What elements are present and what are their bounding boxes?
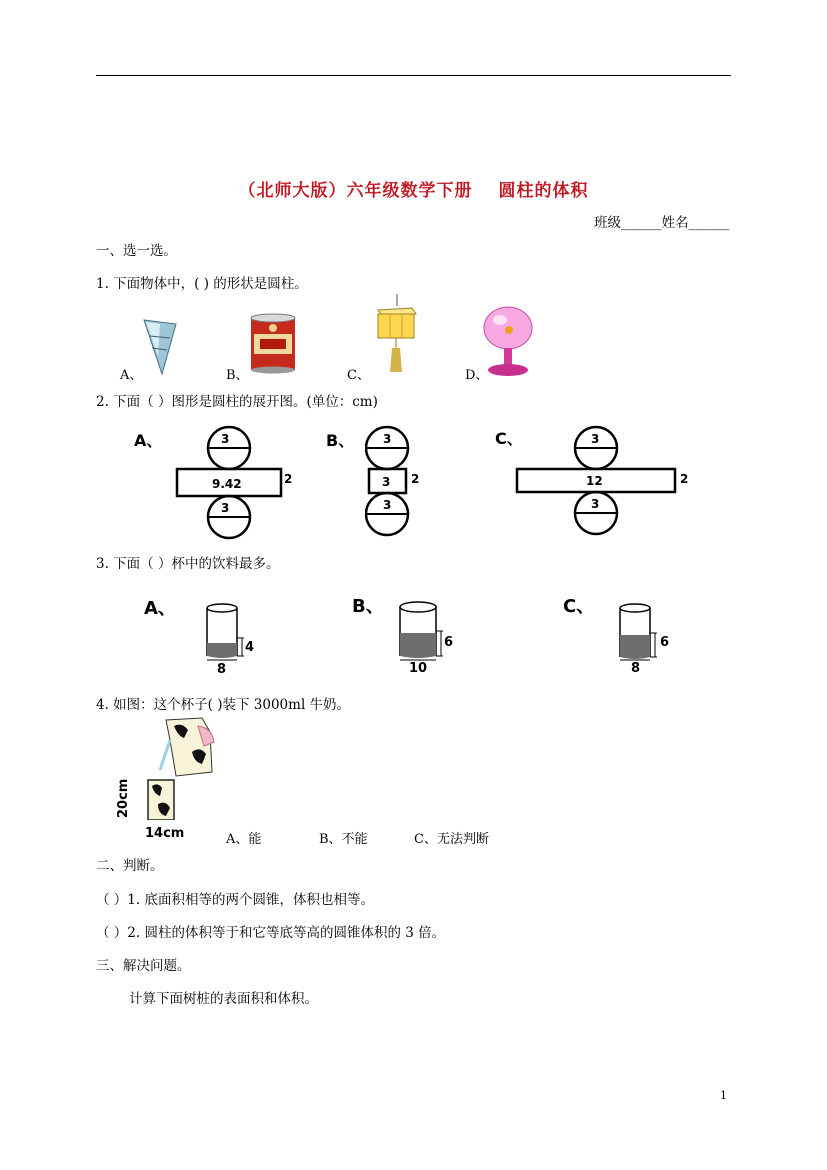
section2-heading: 二、判断。	[96, 858, 164, 874]
net-c-bottom-radius: 3	[591, 497, 600, 511]
net-b-top-radius: 3	[383, 432, 392, 446]
net-a-top-radius: 3	[221, 432, 230, 446]
cup-a-liquid	[207, 643, 237, 658]
q1-option-b: B、	[226, 368, 249, 383]
title-topic: 圆柱的体积	[498, 181, 589, 201]
net-c-rect-length: 12	[586, 474, 603, 488]
q3-option-a-label: A、	[144, 598, 176, 619]
lamp-picture	[482, 304, 534, 378]
q1-option-a: A、	[120, 368, 143, 383]
q4-option-a: A、能	[226, 832, 262, 847]
judge-item-2: （ ）2. 圆柱的体积等于和它等底等高的圆锥体积的 3 倍。	[96, 925, 446, 941]
page-number: 1	[720, 1089, 727, 1102]
cup-b-width: 10	[409, 661, 428, 676]
q2-option-c-label: C、	[495, 429, 523, 448]
cup-a-height: 4	[245, 640, 255, 655]
milk-carton-picture	[140, 716, 220, 820]
q3-option-b-label: B、	[352, 596, 384, 617]
q1-option-d: D、	[465, 368, 489, 383]
q4-option-b: B、不能	[319, 832, 368, 847]
net-b-bottom-radius: 3	[383, 498, 392, 512]
lantern-picture	[374, 294, 420, 376]
cup-c-liquid	[620, 635, 650, 659]
cup-c-width: 8	[631, 661, 641, 676]
q2-text: 2. 下面（ ）图形是圆柱的展开图。(单位：cm)	[96, 394, 378, 410]
q2-option-b-label: B、	[326, 431, 355, 450]
carton-height-label: 20cm	[116, 778, 131, 818]
q3-text: 3. 下面（ ）杯中的饮料最多。	[96, 556, 280, 572]
header-rule	[96, 75, 731, 76]
section1-heading: 一、选一选。	[96, 243, 177, 259]
net-b-side: 2	[411, 472, 420, 486]
cup-b-height: 6	[444, 635, 454, 650]
q1-text: 1. 下面物体中，( ) 的形状是圆柱。	[96, 276, 308, 292]
class-name-field: 班级______姓名______	[594, 215, 729, 231]
net-a-bottom-radius: 3	[221, 501, 230, 515]
judge-item-1: （ ）1. 底面积相等的两个圆锥，体积也相等。	[96, 892, 374, 908]
q1-option-c: C、	[347, 368, 370, 383]
ice-cream-cone-picture	[140, 316, 180, 376]
canned-food-picture	[248, 312, 298, 374]
q3-option-c-label: C、	[563, 596, 595, 617]
q4-text: 4. 如图：这个杯子( )装下 3000ml 牛奶。	[96, 697, 351, 713]
q2-option-a-label: A、	[134, 431, 163, 450]
net-c-top-radius: 3	[591, 432, 600, 446]
net-b-rect-length: 3	[382, 475, 391, 489]
title-main: （北师大版）六年级数学下册	[238, 181, 473, 201]
cup-b-liquid	[400, 633, 436, 658]
net-a-rect-length: 9.42	[212, 477, 242, 491]
cup-c-height: 6	[660, 635, 670, 650]
section3-heading: 三、解决问题。	[96, 958, 191, 974]
page-title	[0, 176, 827, 201]
q3-cup-c	[614, 600, 674, 664]
net-c-side: 2	[680, 472, 689, 486]
problem-text: 计算下面树桩的表面积和体积。	[129, 991, 318, 1007]
net-a-side: 2	[284, 472, 293, 486]
q3-cup-b	[393, 598, 453, 664]
cup-a-width: 8	[217, 662, 227, 677]
q4-option-c: C、无法判断	[414, 832, 489, 847]
carton-width-label: 14cm	[145, 826, 185, 841]
